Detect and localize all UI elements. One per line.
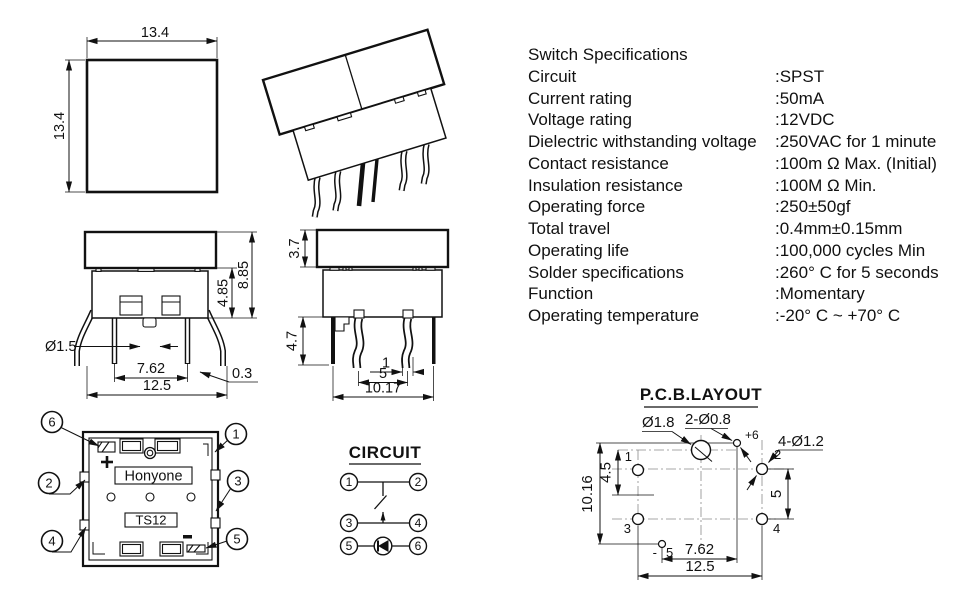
terminal-1 [341,474,358,491]
model-label: TS12 [135,512,167,528]
dim-cap-height: 3.7 [287,238,303,259]
callout-5 [227,529,248,550]
svg-text:1: 1 [232,426,240,442]
terminal-3 [341,515,358,532]
spec-label: Function [528,284,594,304]
label-pin4: 4 [773,521,781,536]
dim-lead-dia: Ø1.5 [45,339,77,355]
dim-body-height: 4.85 [215,278,232,308]
front-body [92,271,208,318]
label-center-hole: Ø1.8 [642,414,675,431]
spec-row [528,240,980,262]
cap-outline [87,60,217,192]
spec-value: :-20° C ~ +70° C [775,306,901,325]
circuit-led [374,537,392,555]
dim-lead-thickness: 0.3 [232,366,253,382]
dim-lead-pitch: 7.62 [136,361,166,377]
dim-pcb-height: 10.16 [579,475,596,513]
spec-value: :12VDC [775,110,835,130]
svg-text:3: 3 [234,473,242,489]
dim-base-width: 12.5 [142,378,172,394]
spec-label: Contact resistance [528,153,669,173]
label-pin5-minus: - [652,545,657,560]
spec-value: :SPST [775,66,825,86]
svg-text:6: 6 [48,414,56,430]
spec-value: :260° C for 5 seconds [775,262,939,282]
spec-label: Total travel [528,219,611,238]
spec-row [528,305,980,327]
dim-label-width: 13.4 [140,25,170,41]
spec-row [528,88,980,110]
spec-row [528,218,980,240]
spec-label: Insulation resistance [528,175,683,195]
label-pin2: 2 [774,447,782,462]
terminal-2 [410,474,427,491]
terminal-5 [341,538,358,555]
label-pin5: 5 [666,545,674,560]
bottom-view-drawing [25,408,260,597]
label-pin1: 1 [624,449,632,464]
label-led-holes: 2-Ø0.8 [685,411,731,428]
svg-text:4: 4 [48,533,56,549]
specs-title: Switch Specifications [528,45,688,64]
spec-row [528,131,980,153]
spec-value: :100M Ω Min. [775,175,877,195]
perspective-view-drawing [255,18,470,223]
callout-3 [228,471,249,492]
spec-value: :0.4mm±0.15mm [775,219,903,238]
spec-label: Voltage rating [528,110,632,130]
label-pin3: 3 [623,521,631,536]
spec-value: :100,000 cycles Min [775,240,926,260]
side-view-drawing [280,225,470,410]
circuit-title: CIRCUIT [348,443,422,462]
dim-pcb-pitch-v: 5 [768,489,785,499]
spec-value: :50mA [775,88,825,108]
dim-side-pitch: 5 [378,366,388,382]
spec-value: :100m Ω Max. (Initial) [775,153,937,173]
dim-label-height: 13.4 [52,111,68,141]
spec-row [528,283,980,305]
dim-pcb-offset: 4.5 [597,462,615,483]
circuit-wires [358,482,410,546]
front-cap [85,232,216,268]
spec-row [528,66,980,88]
spec-label: Dielectric withstanding voltage [528,132,757,151]
svg-text:6: 6 [414,539,422,554]
switch-body-3d [263,30,459,185]
label-pin6: +6 [745,428,759,442]
spec-label: Operating life [528,240,630,260]
dim-base-depth: 10.17 [364,380,402,397]
spec-value: :Momentary [775,284,865,304]
svg-text:2: 2 [45,475,53,491]
dim-pcb-led-pitch: 7.62 [684,541,715,558]
spec-row [528,175,980,197]
callout-6 [42,412,63,433]
svg-text:2: 2 [414,475,422,490]
top-view-drawing [52,25,230,200]
brand-label: Honyone [124,468,183,485]
terminal-6 [410,538,427,555]
spec-row [528,262,980,284]
front-view-drawing [30,225,275,405]
spec-label: Solder specifications [528,262,684,282]
dim-total-height: 8.85 [236,260,252,290]
spec-value: :250VAC for 1 minute [775,132,937,151]
terminal-4 [410,515,427,532]
spec-label: Operating force [528,197,646,217]
spec-row [528,196,980,218]
callout-4 [42,531,63,552]
svg-text:5: 5 [345,539,353,554]
svg-text:3: 3 [345,516,353,531]
svg-text:1: 1 [345,475,353,490]
label-pin-holes: 4-Ø1.2 [778,433,824,450]
side-body [323,270,442,317]
dim-pcb-width: 12.5 [685,558,715,575]
pcb-holes [633,440,768,548]
svg-text:4: 4 [414,516,422,531]
spec-label: Circuit [528,66,577,86]
spec-row [528,109,980,131]
circuit-diagram [318,428,468,570]
pcb-layout-drawing [560,380,980,597]
pcb-title: P.C.B.LAYOUT [639,385,763,404]
side-cap [317,230,448,267]
specs-panel [528,44,980,327]
spec-label: Operating temperature [528,306,700,325]
callout-2 [39,473,60,494]
spec-row [528,153,980,175]
dim-lead-width: 1 [381,355,391,372]
spec-label: Current rating [528,88,632,108]
svg-text:5: 5 [233,531,241,547]
callout-1 [226,424,247,445]
spec-value: :250±50gf [775,197,851,217]
dim-lead-length: 4.7 [284,330,301,352]
